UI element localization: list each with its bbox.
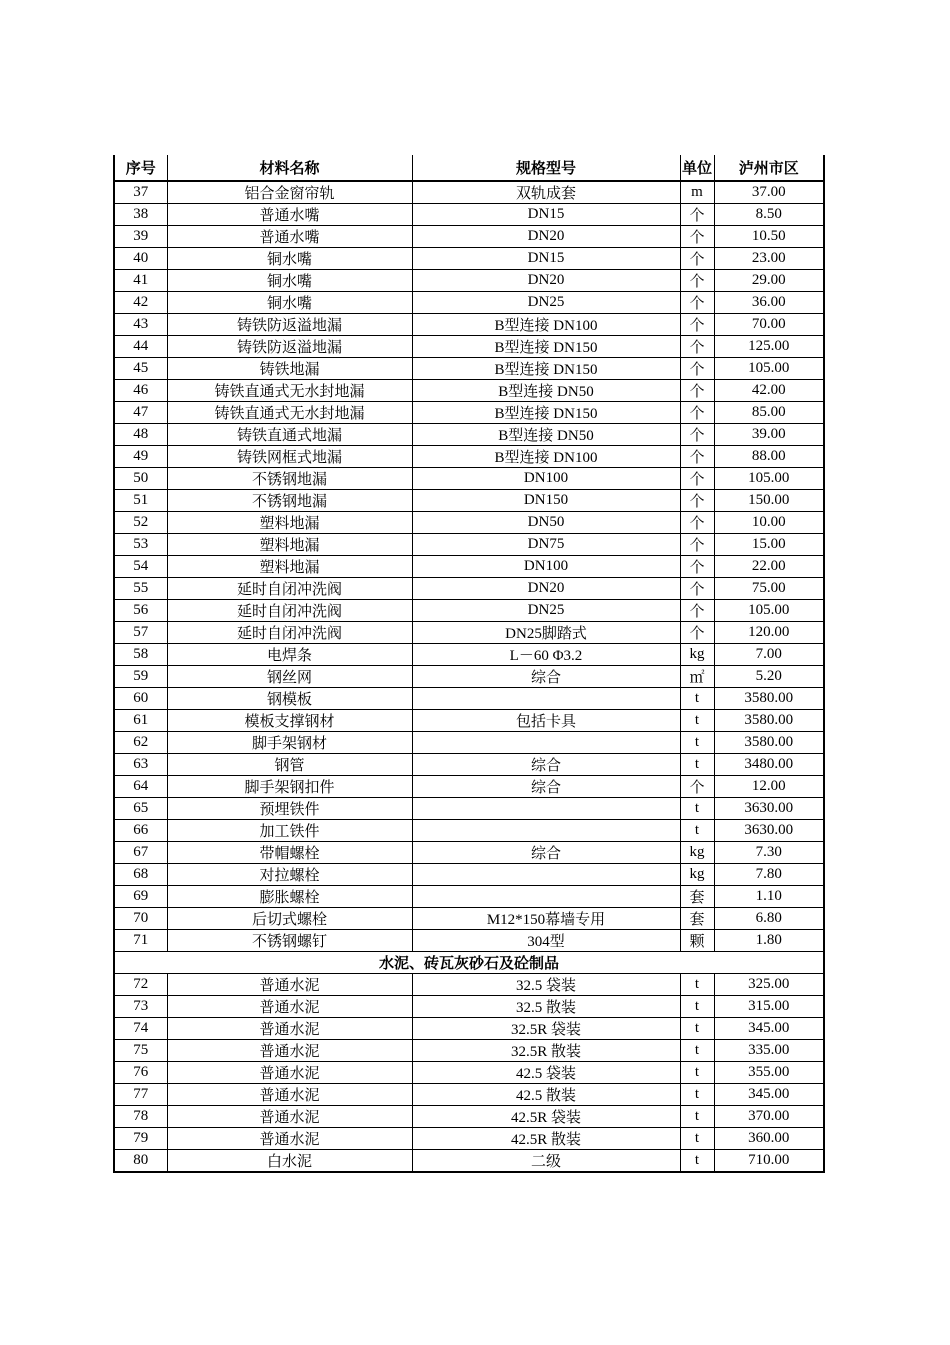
cell-serial: 65 [114,798,167,820]
cell-material-name: 对拉螺栓 [167,864,412,886]
cell-price: 120.00 [714,622,824,644]
table-row [114,600,824,622]
cell-serial: 66 [114,820,167,842]
cell-spec: 42.5 袋装 [412,1062,680,1084]
cell-spec: 32.5 散装 [412,996,680,1018]
cell-material-name: 延时自闭冲洗阀 [167,578,412,600]
cell-price: 335.00 [714,1040,824,1062]
cell-price: 3630.00 [714,820,824,842]
cell-material-name: 铸铁直通式地漏 [167,424,412,446]
cell-serial: 41 [114,270,167,292]
cell-spec: 综合 [412,754,680,776]
cell-price: 8.50 [714,204,824,226]
cell-material-name: 膨胀螺栓 [167,886,412,908]
cell-price: 370.00 [714,1106,824,1128]
cell-price: 6.80 [714,908,824,930]
cell-serial: 47 [114,402,167,424]
table-row [114,798,824,820]
cell-serial: 49 [114,446,167,468]
cell-price: 88.00 [714,446,824,468]
cell-material-name: 不锈钢地漏 [167,468,412,490]
cell-serial: 77 [114,1084,167,1106]
cell-spec: DN20 [412,578,680,600]
cell-spec: DN25 [412,600,680,622]
table-row [114,424,824,446]
cell-spec: 32.5R 散装 [412,1040,680,1062]
table-row [114,1040,824,1062]
cell-material-name: 脚手架钢材 [167,732,412,754]
cell-serial: 37 [114,181,167,204]
table-row [114,1106,824,1128]
cell-material-name: 延时自闭冲洗阀 [167,622,412,644]
table-row [114,908,824,930]
cell-spec: DN25 [412,292,680,314]
cell-price: 22.00 [714,556,824,578]
cell-unit: 个 [680,490,714,512]
cell-spec: B型连接 DN50 [412,380,680,402]
cell-material-name: 钢管 [167,754,412,776]
cell-spec: 42.5R 袋装 [412,1106,680,1128]
cell-serial: 56 [114,600,167,622]
cell-price: 7.80 [714,864,824,886]
cell-spec: 综合 [412,776,680,798]
cell-serial: 79 [114,1128,167,1150]
cell-unit: t [680,754,714,776]
section-header-row [114,952,824,974]
cell-material-name: 铸铁防返溢地漏 [167,314,412,336]
cell-serial: 69 [114,886,167,908]
cell-spec: DN150 [412,490,680,512]
cell-spec: 32.5R 袋装 [412,1018,680,1040]
table-row [114,1128,824,1150]
table-row [114,688,824,710]
cell-spec: 304型 [412,930,680,952]
column-header-material-name: 材料名称 [167,155,412,181]
cell-unit: 个 [680,424,714,446]
cell-price: 3630.00 [714,798,824,820]
cell-unit: 个 [680,578,714,600]
cell-serial: 75 [114,1040,167,1062]
cell-unit: 个 [680,534,714,556]
cell-spec: 42.5 散装 [412,1084,680,1106]
cell-material-name: 塑料地漏 [167,556,412,578]
cell-spec: 综合 [412,842,680,864]
cell-price: 12.00 [714,776,824,798]
cell-unit: m [680,181,714,204]
cell-serial: 48 [114,424,167,446]
cell-price: 3580.00 [714,710,824,732]
cell-spec [412,820,680,842]
cell-price: 10.00 [714,512,824,534]
table-row [114,1084,824,1106]
cell-material-name: 普通水泥 [167,974,412,996]
cell-unit: 个 [680,622,714,644]
cell-spec: B型连接 DN100 [412,446,680,468]
cell-material-name: 铸铁直通式无水封地漏 [167,380,412,402]
cell-spec: DN75 [412,534,680,556]
cell-spec [412,886,680,908]
table-row [114,380,824,402]
cell-material-name: 铜水嘴 [167,292,412,314]
cell-material-name: 普通水泥 [167,996,412,1018]
cell-serial: 64 [114,776,167,798]
table-header-row [114,155,824,181]
cell-price: 105.00 [714,358,824,380]
table-row [114,292,824,314]
cell-spec: DN20 [412,270,680,292]
table-row [114,226,824,248]
cell-unit: 个 [680,358,714,380]
cell-unit: 个 [680,512,714,534]
cell-unit: 个 [680,314,714,336]
cell-price: 105.00 [714,468,824,490]
cell-material-name: 脚手架钢扣件 [167,776,412,798]
table-row [114,1018,824,1040]
cell-unit: kg [680,644,714,666]
cell-material-name: 延时自闭冲洗阀 [167,600,412,622]
cell-price: 42.00 [714,380,824,402]
cell-unit: t [680,688,714,710]
column-header-serial: 序号 [114,155,167,181]
cell-unit: 个 [680,402,714,424]
cell-price: 5.20 [714,666,824,688]
cell-spec: DN100 [412,468,680,490]
table-row [114,468,824,490]
cell-spec: B型连接 DN100 [412,314,680,336]
table-row [114,1150,824,1173]
cell-spec: DN50 [412,512,680,534]
cell-serial: 45 [114,358,167,380]
cell-material-name: 白水泥 [167,1150,412,1173]
cell-material-name: 铸铁地漏 [167,358,412,380]
cell-unit: t [680,1084,714,1106]
cell-serial: 73 [114,996,167,1018]
cell-unit: 个 [680,204,714,226]
cell-price: 125.00 [714,336,824,358]
table-row [114,1062,824,1084]
cell-serial: 74 [114,1018,167,1040]
cell-spec: M12*150幕墙专用 [412,908,680,930]
cell-price: 105.00 [714,600,824,622]
cell-spec: 包括卡具 [412,710,680,732]
cell-unit: t [680,974,714,996]
table-row [114,996,824,1018]
cell-material-name: 钢模板 [167,688,412,710]
cell-unit: t [680,1128,714,1150]
cell-material-name: 钢丝网 [167,666,412,688]
cell-unit: 个 [680,248,714,270]
cell-material-name: 塑料地漏 [167,534,412,556]
table-row [114,864,824,886]
cell-unit: t [680,732,714,754]
table-row [114,820,824,842]
table-row [114,181,824,204]
cell-price: 360.00 [714,1128,824,1150]
cell-serial: 60 [114,688,167,710]
price-table-sheet [113,155,825,1173]
cell-spec: 双轨成套 [412,181,680,204]
cell-material-name: 普通水泥 [167,1062,412,1084]
cell-serial: 38 [114,204,167,226]
cell-material-name: 普通水泥 [167,1084,412,1106]
cell-unit: 个 [680,776,714,798]
table-row [114,732,824,754]
cell-price: 37.00 [714,181,824,204]
cell-spec: B型连接 DN150 [412,336,680,358]
cell-price: 1.80 [714,930,824,952]
cell-price: 3480.00 [714,754,824,776]
cell-serial: 46 [114,380,167,402]
cell-spec: B型连接 DN150 [412,402,680,424]
table-row [114,842,824,864]
cell-serial: 70 [114,908,167,930]
cell-spec: 综合 [412,666,680,688]
cell-serial: 55 [114,578,167,600]
cell-price: 3580.00 [714,732,824,754]
column-header-region-price: 泸州市区 [714,155,824,181]
cell-material-name: 普通水泥 [167,1128,412,1150]
cell-serial: 57 [114,622,167,644]
table-row [114,644,824,666]
cell-price: 15.00 [714,534,824,556]
table-row [114,402,824,424]
table-row [114,930,824,952]
cell-unit: t [680,1040,714,1062]
cell-serial: 72 [114,974,167,996]
cell-unit: t [680,1018,714,1040]
table-row [114,204,824,226]
cell-serial: 39 [114,226,167,248]
cell-price: 3580.00 [714,688,824,710]
cell-price: 7.00 [714,644,824,666]
cell-price: 7.30 [714,842,824,864]
cell-spec: DN25脚踏式 [412,622,680,644]
cell-material-name: 铜水嘴 [167,248,412,270]
cell-price: 39.00 [714,424,824,446]
cell-serial: 51 [114,490,167,512]
cell-price: 1.10 [714,886,824,908]
cell-material-name: 电焊条 [167,644,412,666]
cell-material-name: 铸铁直通式无水封地漏 [167,402,412,424]
cell-price: 29.00 [714,270,824,292]
cell-serial: 42 [114,292,167,314]
cell-material-name: 铜水嘴 [167,270,412,292]
cell-spec [412,798,680,820]
cell-serial: 43 [114,314,167,336]
cell-serial: 76 [114,1062,167,1084]
cell-unit: kg [680,864,714,886]
cell-unit: t [680,1106,714,1128]
cell-material-name: 后切式螺栓 [167,908,412,930]
table-row [114,666,824,688]
cell-unit: t [680,1062,714,1084]
table-row [114,556,824,578]
cell-price: 150.00 [714,490,824,512]
cell-unit: 颗 [680,930,714,952]
table-row [114,248,824,270]
cell-price: 710.00 [714,1150,824,1173]
table-row [114,534,824,556]
table-row [114,622,824,644]
cell-spec: DN100 [412,556,680,578]
cell-price: 325.00 [714,974,824,996]
cell-serial: 80 [114,1150,167,1173]
cell-unit: t [680,820,714,842]
cell-spec: DN15 [412,204,680,226]
table-row [114,512,824,534]
cell-price: 345.00 [714,1084,824,1106]
cell-price: 85.00 [714,402,824,424]
table-row [114,314,824,336]
cell-unit: 个 [680,600,714,622]
cell-price: 75.00 [714,578,824,600]
table-row [114,776,824,798]
cell-spec: B型连接 DN150 [412,358,680,380]
cell-spec [412,732,680,754]
cell-serial: 53 [114,534,167,556]
section-header-label: 水泥、砖瓦灰砂石及砼制品 [114,952,824,974]
cell-unit: t [680,798,714,820]
cell-material-name: 普通水泥 [167,1018,412,1040]
table-row [114,710,824,732]
cell-unit: 套 [680,886,714,908]
cell-unit: 个 [680,380,714,402]
cell-spec: L－60 Φ3.2 [412,644,680,666]
cell-unit: t [680,710,714,732]
cell-material-name: 普通水嘴 [167,204,412,226]
cell-unit: t [680,996,714,1018]
cell-spec: DN20 [412,226,680,248]
cell-material-name: 带帽螺栓 [167,842,412,864]
cell-price: 10.50 [714,226,824,248]
cell-price: 315.00 [714,996,824,1018]
cell-price: 355.00 [714,1062,824,1084]
table-row [114,974,824,996]
table-row [114,490,824,512]
cell-material-name: 铸铁防返溢地漏 [167,336,412,358]
column-header-unit: 单位 [680,155,714,181]
cell-material-name: 普通水泥 [167,1106,412,1128]
cell-serial: 68 [114,864,167,886]
cell-spec: 42.5R 散装 [412,1128,680,1150]
cell-serial: 40 [114,248,167,270]
cell-serial: 44 [114,336,167,358]
cell-unit: 个 [680,226,714,248]
cell-spec [412,688,680,710]
cell-serial: 61 [114,710,167,732]
cell-serial: 78 [114,1106,167,1128]
table-row [114,336,824,358]
cell-serial: 59 [114,666,167,688]
table-row [114,886,824,908]
cell-spec [412,864,680,886]
cell-material-name: 普通水嘴 [167,226,412,248]
cell-unit: 个 [680,336,714,358]
table-row [114,446,824,468]
table-row [114,270,824,292]
cell-unit: 个 [680,270,714,292]
cell-price: 23.00 [714,248,824,270]
cell-material-name: 不锈钢地漏 [167,490,412,512]
cell-material-name: 塑料地漏 [167,512,412,534]
cell-serial: 62 [114,732,167,754]
cell-unit: ㎡ [680,666,714,688]
table-row [114,754,824,776]
cell-serial: 67 [114,842,167,864]
cell-serial: 71 [114,930,167,952]
table-body [114,181,824,1172]
cell-price: 70.00 [714,314,824,336]
table-row [114,578,824,600]
cell-price: 36.00 [714,292,824,314]
table-row [114,358,824,380]
cell-unit: 套 [680,908,714,930]
cell-material-name: 预埋铁件 [167,798,412,820]
cell-material-name: 加工铁件 [167,820,412,842]
cell-unit: 个 [680,446,714,468]
cell-unit: 个 [680,556,714,578]
cell-serial: 58 [114,644,167,666]
cell-material-name: 不锈钢螺钉 [167,930,412,952]
cell-unit: t [680,1150,714,1173]
cell-material-name: 铸铁网框式地漏 [167,446,412,468]
cell-serial: 50 [114,468,167,490]
cell-unit: kg [680,842,714,864]
cell-material-name: 模板支撑钢材 [167,710,412,732]
cell-serial: 54 [114,556,167,578]
cell-spec: B型连接 DN50 [412,424,680,446]
cell-unit: 个 [680,468,714,490]
cell-spec: 二级 [412,1150,680,1173]
column-header-spec: 规格型号 [412,155,680,181]
cell-spec: DN15 [412,248,680,270]
cell-spec: 32.5 袋装 [412,974,680,996]
cell-unit: 个 [680,292,714,314]
cell-material-name: 普通水泥 [167,1040,412,1062]
material-price-table [113,155,825,1173]
cell-price: 345.00 [714,1018,824,1040]
cell-material-name: 铝合金窗帘轨 [167,181,412,204]
cell-serial: 63 [114,754,167,776]
cell-serial: 52 [114,512,167,534]
